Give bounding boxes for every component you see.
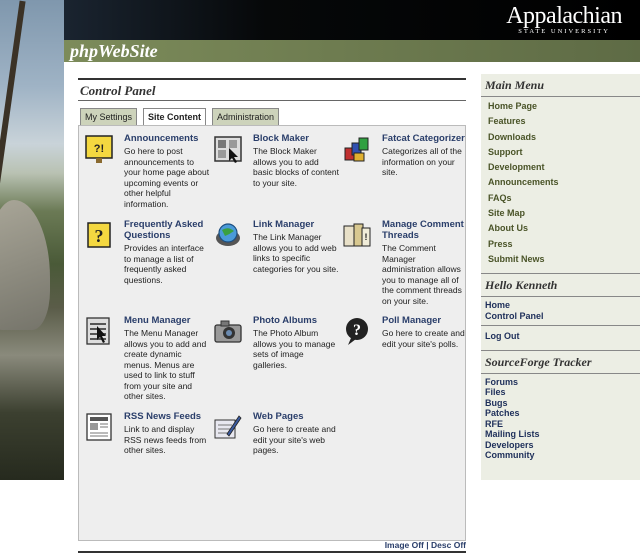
module-description: Categorizes all of the information on your site. bbox=[382, 146, 462, 177]
menu-manager-icon[interactable] bbox=[84, 316, 114, 346]
module-grid bbox=[78, 125, 466, 541]
tracker-item[interactable]: RFE bbox=[485, 418, 503, 429]
poll-icon[interactable] bbox=[342, 316, 372, 346]
tab-my-settings[interactable]: My Settings bbox=[80, 108, 137, 125]
module-description: The Menu Manager allows you to add and create dynamic menus. Menus are used to link to stuff from your site and other sites. bbox=[124, 328, 207, 401]
module-description: Link to and display RSS news feeds from other sites. bbox=[124, 424, 207, 455]
module-name[interactable]: Photo Albums bbox=[253, 315, 318, 326]
tab-site-content[interactable]: Site Content bbox=[143, 108, 206, 126]
right-sidebar bbox=[481, 74, 640, 480]
svg-text:?: ? bbox=[353, 322, 361, 339]
tab-administration[interactable]: Administration bbox=[212, 108, 279, 125]
tab-bar bbox=[78, 108, 466, 126]
logout-link[interactable]: Log Out bbox=[485, 331, 520, 342]
tracker-item[interactable]: Mailing Lists bbox=[485, 429, 540, 440]
module-description: Provides an interface to manage a list of frequently asked questions. bbox=[124, 243, 204, 285]
background-photo bbox=[0, 0, 64, 480]
block-maker-icon[interactable] bbox=[213, 134, 243, 164]
tracker-item[interactable]: Forums bbox=[485, 376, 519, 387]
module-description: The Block Maker allows you to add basic blocks of content to your site. bbox=[253, 146, 339, 188]
main-menu-item[interactable]: Downloads bbox=[488, 131, 537, 142]
announcement-icon[interactable] bbox=[84, 134, 114, 164]
control-panel-title: Control Panel bbox=[78, 78, 466, 101]
tracker-menu bbox=[481, 374, 640, 461]
module-name[interactable]: Announcements bbox=[124, 133, 199, 144]
control-panel bbox=[78, 78, 466, 550]
module-description: The Comment Manager administration allows you to manage all of the comment threads on your site. bbox=[382, 243, 462, 306]
svg-text:!: ! bbox=[364, 232, 368, 242]
module-name[interactable]: Web Pages bbox=[253, 411, 304, 422]
module-name[interactable]: Link Manager bbox=[253, 219, 315, 230]
display-options bbox=[385, 540, 466, 550]
main-menu-item[interactable]: Press bbox=[488, 238, 513, 249]
module-name[interactable]: Menu Manager bbox=[124, 315, 191, 326]
main-menu-item[interactable]: Support bbox=[488, 146, 523, 157]
user-menu bbox=[481, 297, 640, 342]
divider: | bbox=[426, 540, 429, 550]
faq-icon[interactable] bbox=[84, 220, 114, 250]
module-description: Go here to post announcements to your home page about upcoming events or other helpful information. bbox=[124, 146, 210, 209]
main-menu-item[interactable]: FAQs bbox=[488, 192, 512, 203]
main-menu-item[interactable]: Announcements bbox=[488, 177, 559, 188]
main-menu-item[interactable]: Submit News bbox=[488, 253, 545, 264]
hello-title: Hello Kenneth bbox=[481, 273, 640, 297]
module-description: The Link Manager allows you to add web links to specific categories for you site. bbox=[253, 232, 339, 274]
web-pages-icon[interactable] bbox=[213, 412, 243, 442]
tracker-item[interactable]: Patches bbox=[485, 408, 520, 419]
main-menu-item[interactable]: Development bbox=[488, 162, 545, 173]
module-name[interactable]: Frequently Asked Questions bbox=[124, 219, 204, 241]
module-name[interactable]: RSS News Feeds bbox=[124, 411, 202, 422]
main-menu-item[interactable]: Features bbox=[488, 116, 526, 127]
user-menu-home[interactable]: Home bbox=[485, 300, 511, 311]
brand-name: Appalachian bbox=[506, 3, 622, 29]
user-menu-control-panel[interactable]: Control Panel bbox=[485, 310, 544, 321]
tracker-item[interactable]: Developers bbox=[485, 439, 534, 450]
rock-shape bbox=[0, 200, 50, 330]
tracker-item[interactable]: Files bbox=[485, 387, 506, 398]
camera-icon[interactable] bbox=[213, 316, 243, 346]
module-name[interactable]: Manage Comment Threads bbox=[382, 219, 464, 241]
main-menu-item[interactable]: Site Map bbox=[488, 208, 526, 219]
main-menu-title: Main Menu bbox=[481, 74, 640, 97]
module-description: The Photo Album allows you to manage sets of image galleries. bbox=[253, 328, 336, 370]
module-description: Go here to create and edit your site's polls. bbox=[382, 328, 465, 349]
module-name[interactable]: Poll Manager bbox=[382, 315, 442, 326]
module-name[interactable]: Fatcat Categorizer bbox=[382, 133, 465, 144]
tracker-item[interactable]: Community bbox=[485, 450, 535, 461]
separator bbox=[481, 325, 640, 326]
main-menu bbox=[481, 97, 640, 267]
main-menu-item[interactable]: About Us bbox=[488, 223, 528, 234]
rss-icon[interactable] bbox=[84, 412, 114, 442]
tracker-item[interactable]: Bugs bbox=[485, 397, 508, 408]
site-name[interactable]: phpWebSite bbox=[70, 41, 158, 61]
categorizer-icon[interactable] bbox=[342, 134, 372, 164]
university-logo[interactable] bbox=[506, 4, 622, 36]
header-banner bbox=[64, 0, 640, 40]
tree-branch-shape bbox=[0, 1, 26, 210]
svg-text:?: ? bbox=[94, 226, 104, 246]
image-off-link[interactable]: Image Off bbox=[384, 540, 424, 550]
tracker-title: SourceForge Tracker bbox=[481, 350, 640, 374]
svg-text:?!: ?! bbox=[93, 143, 105, 155]
module-name[interactable]: Block Maker bbox=[253, 133, 309, 144]
module-description: Go here to create and edit your site's web pages. bbox=[253, 424, 336, 455]
site-title-bar bbox=[64, 40, 640, 62]
brand-sub: STATE UNIVERSITY bbox=[518, 28, 610, 35]
main-menu-item[interactable]: Home Page bbox=[488, 101, 538, 111]
comments-icon[interactable] bbox=[342, 220, 372, 250]
link-manager-icon[interactable] bbox=[213, 220, 243, 250]
desc-off-link[interactable]: Desc Off bbox=[431, 540, 466, 550]
